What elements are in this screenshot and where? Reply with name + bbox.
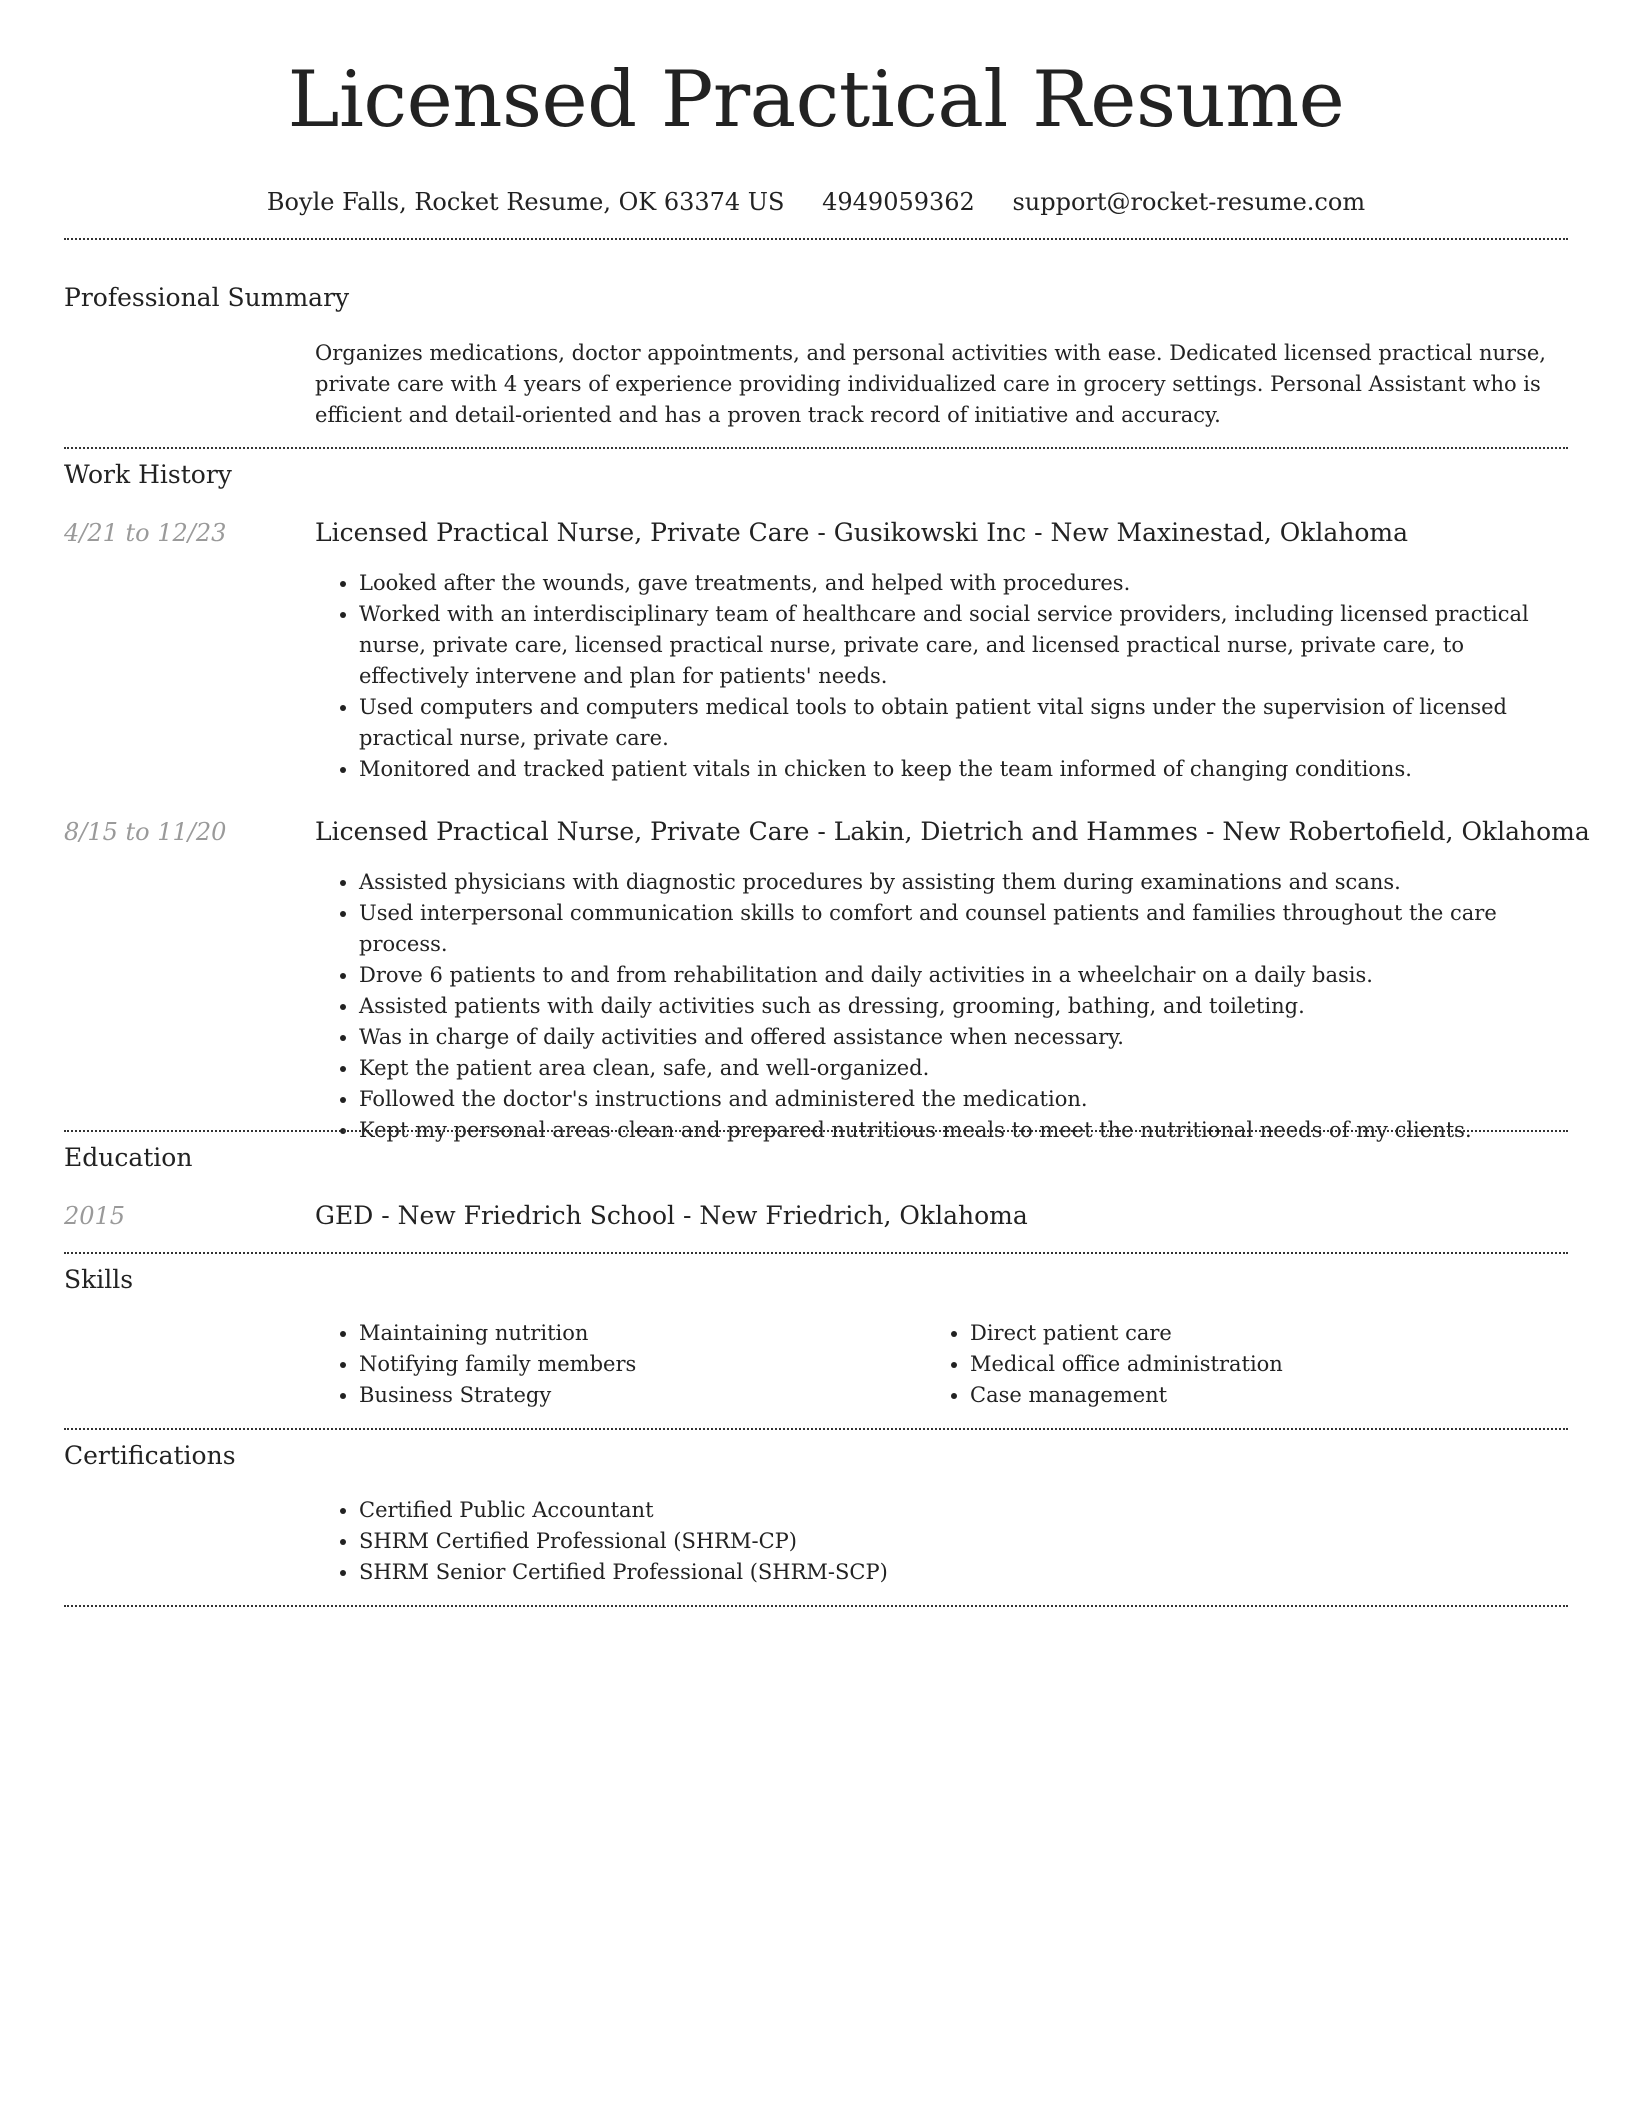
list-item: • Assisted patients with daily activities such as dressing, grooming, bathing, and toileting. bbox=[359, 991, 1568, 1022]
list-item: • Maintaining nutrition bbox=[359, 1318, 935, 1349]
list-item: • SHRM Certified Professional (SHRM-CP) bbox=[359, 1526, 1568, 1557]
list-item: • Kept the patient area clean, safe, and well-organized. bbox=[359, 1053, 1568, 1084]
education-entry: GED - New Friedrich School - New Friedrich, Oklahoma bbox=[315, 1201, 1028, 1230]
page-title: Licensed Practical Resume bbox=[287, 55, 1345, 145]
skills-list-left bbox=[315, 1318, 935, 1411]
resume-header bbox=[0, 0, 1632, 218]
job-dates: 4/21 to 12/23 bbox=[64, 519, 227, 547]
education-heading: Education bbox=[64, 1143, 193, 1172]
section-divider bbox=[64, 238, 1568, 240]
job-title: Licensed Practical Nurse, Private Care - Lakin, Dietrich and Hammes - New Robertofield, Oklahoma bbox=[315, 817, 1590, 846]
section-divider bbox=[64, 1605, 1568, 1607]
list-item: • Was in charge of daily activities and offered assistance when necessary. bbox=[359, 1022, 1568, 1053]
contact-line bbox=[0, 186, 1632, 218]
certifications-heading: Certifications bbox=[64, 1441, 236, 1470]
work-history-heading: Work History bbox=[64, 460, 232, 489]
section-divider bbox=[64, 447, 1568, 449]
section-divider bbox=[64, 1428, 1568, 1430]
job-dates: 8/15 to 11/20 bbox=[64, 818, 227, 846]
section-divider bbox=[64, 1252, 1568, 1254]
skills-list-right bbox=[926, 1318, 1546, 1411]
education-year: 2015 bbox=[64, 1202, 126, 1230]
job-title: Licensed Practical Nurse, Private Care - Gusikowski Inc - New Maxinestad, Oklahoma bbox=[315, 518, 1409, 547]
list-item: • Medical office administration bbox=[970, 1349, 1546, 1380]
list-item: • Certified Public Accountant bbox=[359, 1495, 1568, 1526]
list-item: • Drove 6 patients to and from rehabilitation and daily activities in a wheelchair on a daily basis. bbox=[359, 960, 1568, 991]
list-item: • Direct patient care bbox=[970, 1318, 1546, 1349]
list-item: • Monitored and tracked patient vitals in chicken to keep the team informed of changing conditions. bbox=[359, 754, 1568, 785]
list-item: • Worked with an interdisciplinary team of healthcare and social service providers, including licensed practical nurse, private care, licensed practical nurse, private care, and licensed practical nurse, private care, to effectively intervene and plan for patients' needs. bbox=[359, 599, 1568, 692]
list-item: • Used computers and computers medical tools to obtain patient vital signs under the supervision of licensed practical nurse, private care. bbox=[359, 692, 1568, 754]
list-item: • Looked after the wounds, gave treatments, and helped with procedures. bbox=[359, 568, 1568, 599]
list-item: • Kept my personal areas clean and prepared nutritious meals to meet the nutritional needs of my clients. bbox=[359, 1115, 1568, 1146]
contact-address: Boyle Falls, Rocket Resume, OK 63374 US bbox=[266, 188, 785, 216]
summary-text: Organizes medications, doctor appointments, and personal activities with ease. Dedicated licensed practical nurse, private care with 4 years of experience providing individualized care in grocery settings. Personal Assistant who is efficient and detail-oriented and has a proven track record of initiative and accuracy. bbox=[315, 341, 1546, 427]
list-item: • Business Strategy bbox=[359, 1380, 935, 1411]
list-item: • Assisted physicians with diagnostic procedures by assisting them during examinations and scans. bbox=[359, 867, 1568, 898]
list-item: • Used interpersonal communication skills to comfort and counsel patients and families throughout the care process. bbox=[359, 898, 1568, 960]
list-item: • Notifying family members bbox=[359, 1349, 935, 1380]
skills-heading: Skills bbox=[64, 1265, 134, 1294]
contact-email: support@rocket-resume.com bbox=[1012, 188, 1366, 216]
list-item: • Followed the doctor's instructions and administered the medication. bbox=[359, 1084, 1568, 1115]
contact-phone: 4949059362 bbox=[822, 188, 975, 216]
certifications-list bbox=[315, 1495, 1568, 1588]
list-item: • Case management bbox=[970, 1380, 1546, 1411]
job-bullets bbox=[315, 568, 1568, 785]
summary-heading: Professional Summary bbox=[64, 283, 350, 312]
section-divider bbox=[64, 1130, 1568, 1132]
list-item: • SHRM Senior Certified Professional (SHRM-SCP) bbox=[359, 1557, 1568, 1588]
job-bullets bbox=[315, 867, 1568, 1146]
